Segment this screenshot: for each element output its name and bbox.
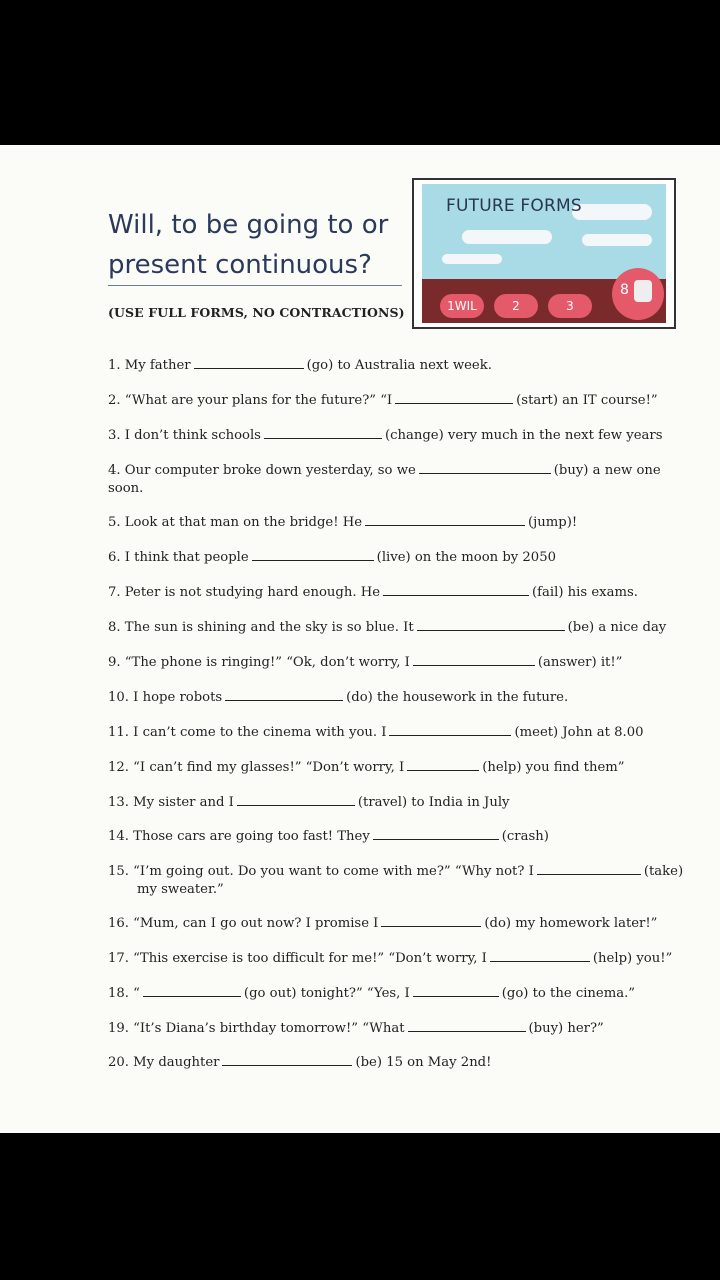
answer-blank[interactable] [537,862,641,875]
cloud-shape [442,254,502,264]
answer-blank[interactable] [373,827,499,840]
verb-hint: (answer) it!” [537,655,623,670]
answer-blank[interactable] [407,758,479,771]
question-item [108,653,688,672]
answer-blank[interactable] [194,356,304,369]
question-number: 6. [108,550,125,565]
question-line [108,426,688,445]
question-item [108,461,688,498]
question-item [108,1053,688,1072]
question-item [108,984,688,1003]
cloud-shape [582,234,652,246]
question-line [108,984,688,1003]
answer-blank[interactable] [143,984,241,997]
question-line [108,723,688,742]
answer-blank[interactable] [252,548,374,561]
worksheet-page [0,145,720,1133]
question-item [108,618,688,637]
question-line [108,356,688,375]
answer-blank[interactable] [417,618,565,631]
question-item [108,793,688,812]
question-text: I don’t think schools [124,428,261,443]
verb-hint: (help) you!” [592,951,673,966]
verb-hint: (buy) a new one [553,463,661,478]
question-number: 11. [108,725,134,740]
question-number: 12. [108,760,134,775]
verb-hint: (do) the housework in the future. [346,690,569,705]
verb-hint: (be) a nice day [567,620,667,635]
answer-blank[interactable] [222,1053,352,1066]
verb-hint: (crash) [501,829,549,844]
question-item [108,862,688,899]
question-item [108,583,688,602]
answer-blank[interactable] [264,426,382,439]
question-line [108,513,688,532]
question-text: I think that people [124,550,249,565]
question-line [108,461,688,480]
question-line [108,653,688,672]
verb-hint: (buy) her?” [528,1021,604,1036]
question-item [108,949,688,968]
question-item [108,723,688,742]
question-text: “The phone is ringing!” “Ok, don’t worry, I [124,655,410,670]
verb-hint: (meet) John at 8.00 [514,725,644,740]
pill-present-continuous: 3 [548,294,592,318]
verb-hint: (be) 15 on May 2nd! [355,1055,492,1070]
question-text: My daughter [133,1055,220,1070]
question-number: 8. [108,620,125,635]
verb-hint: (go) to Australia next week. [306,358,492,373]
question-item [108,827,688,846]
question-number: 7. [108,585,125,600]
robot-badge-icon [612,268,664,320]
title-line-1: Will, to be going to or [108,210,389,240]
question-item [108,391,688,410]
verb-hint: (live) on the moon by 2050 [376,550,556,565]
cloud-shape [462,230,552,244]
page-title [108,205,408,285]
question-number: 3. [108,428,125,443]
question-line [108,1053,688,1072]
answer-blank[interactable] [413,984,499,997]
question-line [108,583,688,602]
title-divider [108,285,402,286]
question-text: I can’t come to the cinema with you. I [133,725,387,740]
answer-blank[interactable] [408,1019,526,1032]
question-text: Our computer broke down yesterday, so we [124,463,416,478]
answer-blank[interactable] [389,723,511,736]
title-line-2: present continuous? [108,250,372,280]
verb-hint: (help) you find them” [482,760,625,775]
verb-hint: (go out) tonight?” “Yes, I [243,986,410,1001]
instruction-text: (USE FULL FORMS, NO CONTRACTIONS) [108,305,405,320]
question-text: “It’s Diana’s birthday tomorrow!” “What [133,1021,405,1036]
badge-number: 8 [620,282,629,298]
question-text: Peter is not studying hard enough. He [124,585,381,600]
answer-blank[interactable] [490,949,590,962]
pill-going-to: 2 [494,294,538,318]
question-text: “I can’t find my glasses!” “Don’t worry, I [133,760,405,775]
question-text: “Mum, can I go out now? I promise I [133,916,379,931]
answer-blank[interactable] [365,513,525,526]
verb-hint: (fail) his exams. [532,585,638,600]
question-item [108,513,688,532]
pill-will: 1WIL [440,294,484,318]
question-item [108,356,688,375]
answer-blank[interactable] [419,461,551,474]
question-line [108,758,688,777]
answer-blank[interactable] [381,914,481,927]
question-text: My father [124,358,191,373]
question-continuation: my sweater.” [137,882,224,897]
future-forms-banner [412,178,676,329]
question-item [108,426,688,445]
question-text: “What are your plans for the future?” “I [124,393,393,408]
question-text: My sister and I [133,795,234,810]
question-number: 2. [108,393,125,408]
question-line [108,1019,688,1038]
question-line [108,914,688,933]
question-number: 4. [108,463,125,478]
question-line [108,548,688,567]
answer-blank[interactable] [237,793,355,806]
answer-blank[interactable] [413,653,535,666]
verb-hint: (go) to the cinema.” [501,986,636,1001]
answer-blank[interactable] [395,391,513,404]
question-line [108,862,688,881]
question-item [108,1019,688,1038]
question-line [108,391,688,410]
question-item [108,688,688,707]
question-line [108,827,688,846]
question-text: The sun is shining and the sky is so blue. It [124,620,414,635]
question-number: 5. [108,515,125,530]
question-text: “This exercise is too difficult for me!” “Don’t worry, I [133,951,487,966]
answer-blank[interactable] [383,583,529,596]
question-number: 15. [108,864,134,879]
question-number: 18. [108,986,134,1001]
question-number: 14. [108,829,134,844]
question-line [108,793,688,812]
question-number: 20. [108,1055,134,1070]
question-number: 13. [108,795,134,810]
question-continuation: soon. [108,481,144,496]
answer-blank[interactable] [225,688,343,701]
verb-hint: (take) [643,864,684,879]
verb-hint: (start) an IT course!” [516,393,658,408]
question-item [108,758,688,777]
question-number: 16. [108,916,134,931]
question-number: 1. [108,358,125,373]
question-line [108,688,688,707]
verb-hint: (jump)! [528,515,578,530]
verb-hint: (change) very much in the next few years [384,428,663,443]
cloud-shape [572,204,652,220]
verb-hint: (do) my homework later!” [484,916,658,931]
question-text: Those cars are going too fast! They [133,829,370,844]
question-text: I hope robots [133,690,223,705]
question-item [108,548,688,567]
question-number: 19. [108,1021,134,1036]
question-line [108,949,688,968]
banner-illustration [422,184,666,323]
question-number: 10. [108,690,134,705]
question-number: 9. [108,655,125,670]
question-line [108,618,688,637]
banner-title: FUTURE FORMS [446,196,582,216]
question-number: 17. [108,951,134,966]
question-item [108,914,688,933]
verb-hint: (travel) to India in July [357,795,510,810]
question-text: “I’m going out. Do you want to come with me?” “Why not? I [133,864,534,879]
question-text: “ [133,986,140,1001]
question-text: Look at that man on the bridge! He [124,515,363,530]
robot-icon [634,280,652,302]
